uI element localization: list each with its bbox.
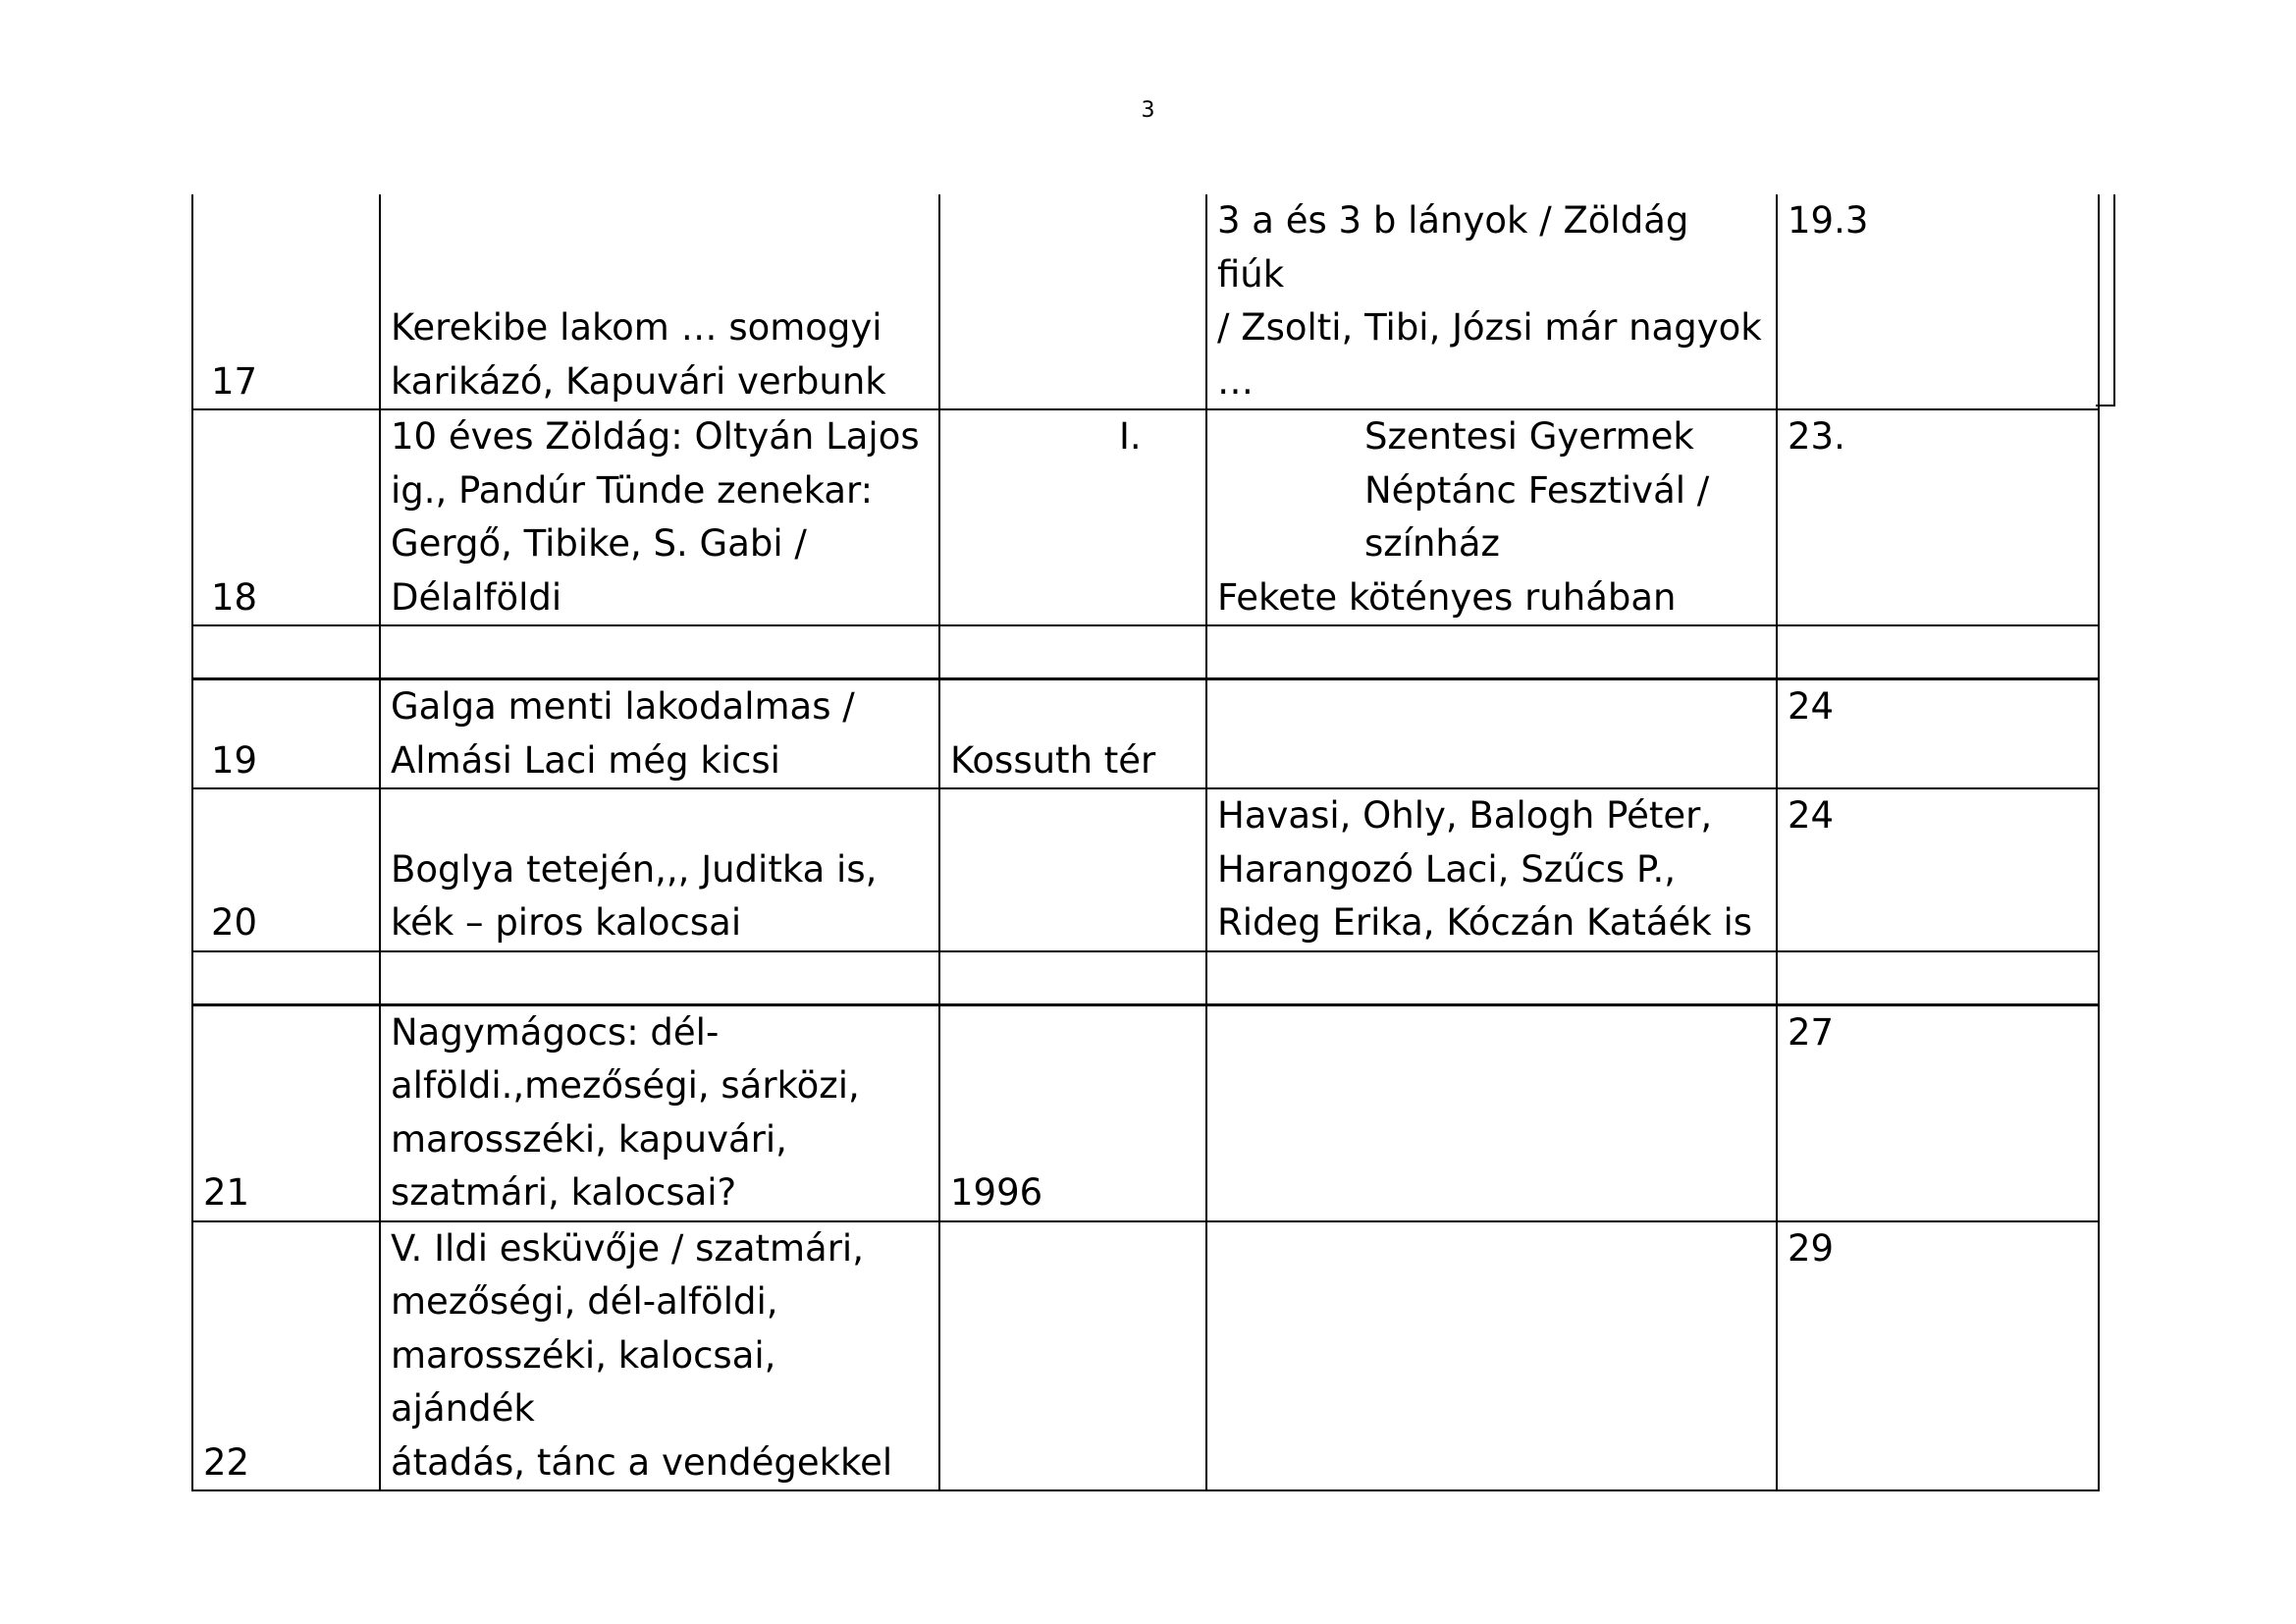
empty-cell — [939, 951, 1206, 1005]
table-right-border-fragment — [2113, 194, 2115, 406]
row-reference: 29 — [1777, 1221, 2099, 1491]
row-number: 22 — [192, 1221, 380, 1491]
row-title: Boglya tetején,,, Juditka is, kék – piros kalocsai — [380, 788, 939, 951]
row-reference: 23. — [1777, 409, 2099, 625]
empty-cell — [1206, 625, 1777, 679]
row-notes: 3 a és 3 b lányok / Zöldág fiúk / Zsolti, Tibi, Józsi már nagyok … — [1206, 194, 1777, 409]
empty-cell — [1777, 951, 2099, 1005]
row-title: Galga menti lakodalmas / Almási Laci még kicsi — [380, 679, 939, 789]
row-reference: 24 — [1777, 679, 2099, 789]
row-place — [939, 194, 1206, 409]
row-number: 20 — [192, 788, 380, 951]
row-title: Kerekibe lakom … somogyi karikázó, Kapuvári verbunk — [380, 194, 939, 409]
empty-cell — [192, 951, 380, 1005]
row-number: 17 — [192, 194, 380, 409]
row-reference: 27 — [1777, 1004, 2099, 1221]
row-title: Nagymágocs: dél- alföldi.,mezőségi, sárközi, marosszéki, kapuvári, szatmári, kalocsai? — [380, 1004, 939, 1221]
table-row — [192, 194, 2099, 409]
row-number: 19 — [192, 679, 380, 789]
list-marker: I. — [1119, 415, 1142, 458]
row-notes — [1206, 679, 1777, 789]
empty-cell — [1206, 951, 1777, 1005]
empty-cell — [380, 625, 939, 679]
row-place — [939, 409, 1206, 625]
row-notes — [1206, 1221, 1777, 1491]
page-number: 3 — [1141, 98, 1155, 123]
table-row — [192, 788, 2099, 951]
empty-row — [192, 951, 2099, 1005]
row-notes — [1206, 1004, 1777, 1221]
program-table — [191, 194, 2100, 1491]
row-place: 1996 — [939, 1004, 1206, 1221]
row-notes — [1119, 409, 1777, 625]
empty-row — [192, 625, 2099, 679]
empty-cell — [1777, 625, 2099, 679]
row-title: V. Ildi esküvője / szatmári, mezőségi, dél-alföldi, marosszéki, kalocsai, ajándék átadás, tánc a vendégekkel — [380, 1221, 939, 1491]
row-number: 18 — [192, 409, 380, 625]
row-notes: Havasi, Ohly, Balogh Péter, Harangozó Laci, Szűcs P., Rideg Erika, Kóczán Katáék is — [1206, 788, 1777, 951]
empty-cell — [192, 625, 380, 679]
empty-cell — [380, 951, 939, 1005]
row-place: Kossuth tér — [939, 679, 1206, 789]
numbered-list — [1119, 410, 1766, 571]
row-place — [939, 788, 1206, 951]
list-item — [1119, 410, 1766, 571]
row-place — [939, 1221, 1206, 1491]
notes-after-list: Fekete kötényes ruhában — [1217, 575, 1677, 619]
row-reference: 19.3 — [1777, 194, 2099, 409]
row-reference: 24 — [1777, 788, 2099, 951]
table-row — [192, 1221, 2099, 1491]
table-row — [192, 409, 2099, 625]
row-number: 21 — [192, 1004, 380, 1221]
table-row — [192, 1004, 2099, 1221]
row-title: 10 éves Zöldág: Oltyán Lajos ig., Pandúr Tünde zenekar: Gergő, Tibike, S. Gabi / Délalföldi — [380, 409, 939, 625]
empty-cell — [939, 625, 1206, 679]
table-row — [192, 679, 2099, 789]
list-item-text: Szentesi Gyermek Néptánc Fesztivál / színház — [1364, 415, 1710, 565]
